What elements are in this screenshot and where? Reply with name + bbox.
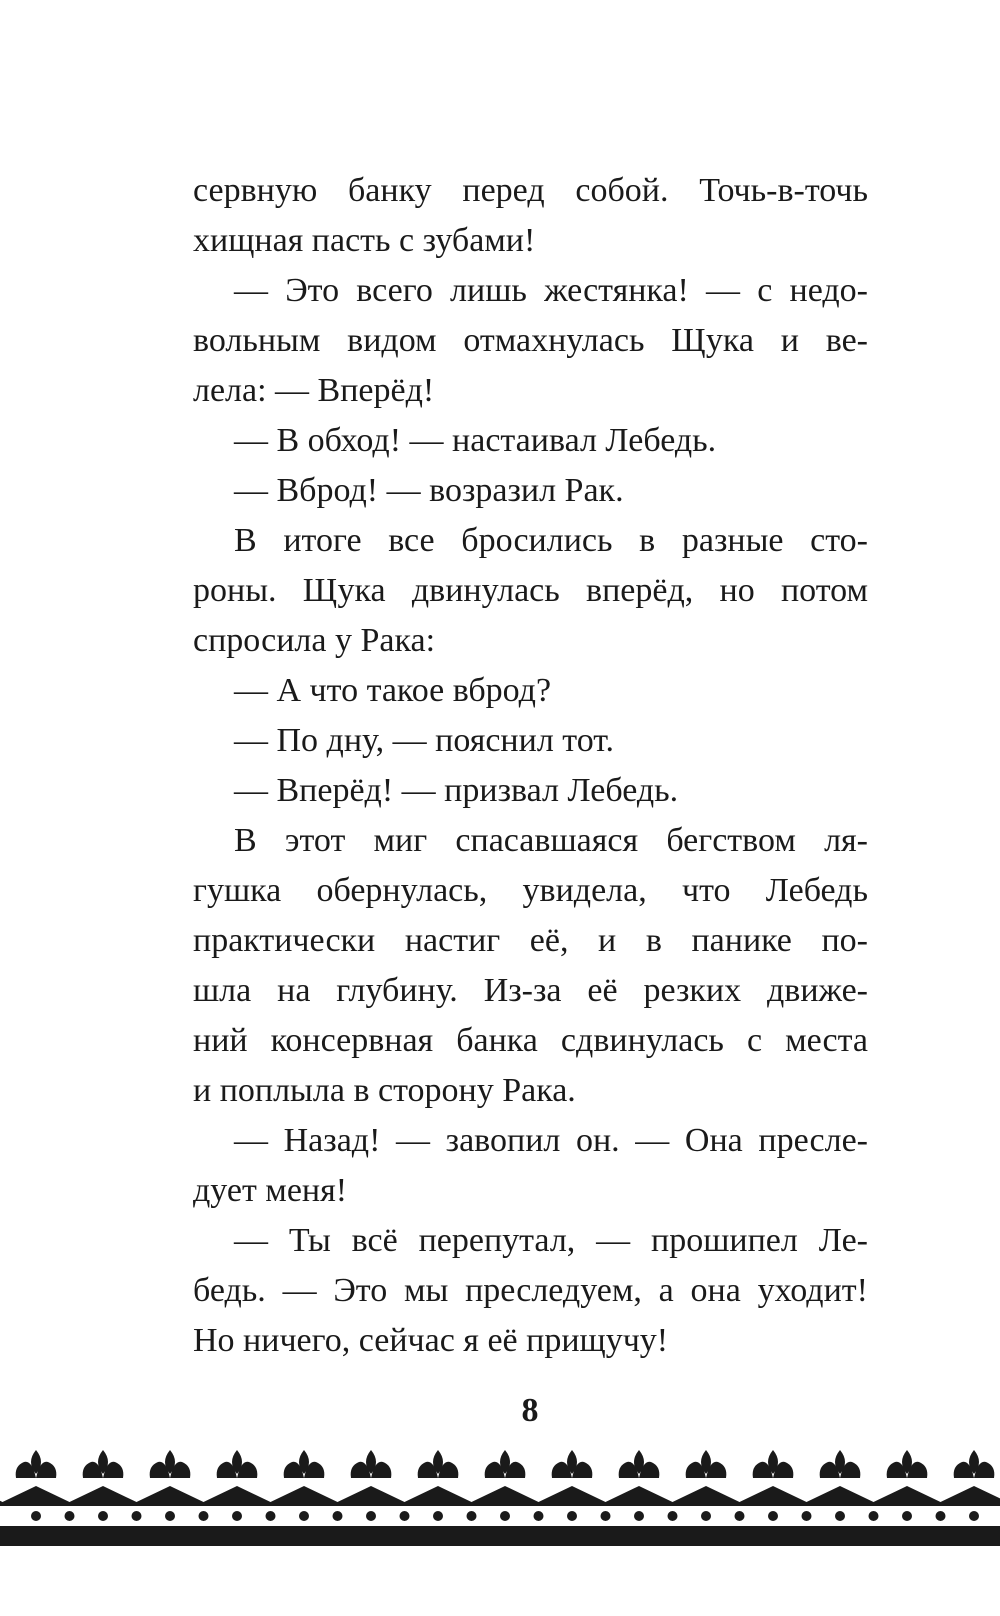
decorative-dot <box>902 1511 912 1521</box>
decorative-dot <box>534 1511 544 1521</box>
text-line: гушка обернулась, увидела, что Лебедь <box>193 872 868 909</box>
decorative-dot <box>768 1511 778 1521</box>
text-line: дует меня! <box>193 1172 348 1209</box>
leaf-motif <box>552 1450 593 1478</box>
decorative-dot <box>835 1511 845 1521</box>
decorative-dot <box>936 1511 946 1521</box>
leaf-motif <box>418 1450 459 1478</box>
text-line: — Назад! — завопил он. — Она пресле- <box>234 1122 868 1159</box>
text-line: ний консервная банка сдвинулась с места <box>193 1022 868 1059</box>
leaf-motif <box>83 1450 124 1478</box>
decorative-dot <box>969 1511 979 1521</box>
decorative-dot <box>98 1511 108 1521</box>
text-line: спросила у Рака: <box>193 622 436 659</box>
text-line: В итоге все бросились в разные сто- <box>234 522 868 559</box>
decorative-dot <box>567 1511 577 1521</box>
text-line: лела: — Вперёд! <box>193 372 435 409</box>
leaf-motif <box>485 1450 526 1478</box>
text-line: хищная пасть с зубами! <box>193 222 536 259</box>
decorative-dot <box>165 1511 175 1521</box>
page-number: 8 <box>521 1392 539 1429</box>
decorative-dot <box>601 1511 611 1521</box>
decorative-dot <box>333 1511 343 1521</box>
decorative-dot <box>735 1511 745 1521</box>
leaf-motif <box>820 1450 861 1478</box>
zigzag-band <box>0 1486 1000 1506</box>
text-line: — Вброд! — возразил Рак. <box>234 472 624 509</box>
decorative-dot <box>500 1511 510 1521</box>
leaf-motif <box>284 1450 325 1478</box>
text-line: и поплыла в сторону Рака. <box>193 1072 576 1109</box>
leaf-motif <box>351 1450 392 1478</box>
text-line: — Вперёд! — призвал Лебедь. <box>234 772 679 809</box>
text-line: — В обход! — настаивал Лебедь. <box>234 422 717 459</box>
decorative-dot <box>869 1511 879 1521</box>
text-line: бедь. — Это мы преследуем, а она уходит! <box>193 1272 868 1309</box>
leaf-motif <box>619 1450 660 1478</box>
decorative-dot <box>802 1511 812 1521</box>
decorative-dot <box>65 1511 75 1521</box>
leaf-motif <box>887 1450 928 1478</box>
decorative-dot <box>31 1511 41 1521</box>
decorative-dot <box>132 1511 142 1521</box>
text-line: Но ничего, сейчас я её прищучу! <box>193 1322 669 1359</box>
decorative-dot <box>467 1511 477 1521</box>
leaf-motif <box>954 1450 995 1478</box>
text-line: — Ты всё перепутал, — прошипел Ле- <box>234 1222 868 1259</box>
decorative-dot <box>634 1511 644 1521</box>
body-text <box>193 166 868 1366</box>
text-line: сервную банку перед собой. Точь-в-точь <box>193 172 868 209</box>
text-line: роны. Щука двинулась вперёд, но потом <box>193 572 868 609</box>
text-line: В этот миг спасавшаяся бегством ля- <box>234 822 868 859</box>
text-line: — По дну, — пояснил тот. <box>234 722 615 759</box>
text-line: практически настиг её, и в панике по- <box>193 922 868 959</box>
text-line: — Это всего лишь жестянка! — с недо- <box>234 272 868 309</box>
leaf-motif-row <box>16 1450 995 1478</box>
dot-row <box>31 1511 979 1521</box>
leaf-motif <box>16 1450 57 1478</box>
decorative-border <box>0 1440 1000 1560</box>
text-line: шла на глубину. Из-за её резких движе- <box>193 972 868 1009</box>
decorative-dot <box>366 1511 376 1521</box>
leaf-motif <box>217 1450 258 1478</box>
text-line: вольным видом отмахнулась Щука и ве- <box>193 322 868 359</box>
leaf-motif <box>150 1450 191 1478</box>
decorative-dot <box>232 1511 242 1521</box>
decorative-dot <box>400 1511 410 1521</box>
text-line: — А что такое вброд? <box>234 672 552 709</box>
leaf-motif <box>753 1450 794 1478</box>
leaf-motif <box>686 1450 727 1478</box>
decorative-dot <box>299 1511 309 1521</box>
decorative-dot <box>701 1511 711 1521</box>
decorative-dot <box>433 1511 443 1521</box>
bottom-bar <box>0 1526 1000 1546</box>
decorative-dot <box>668 1511 678 1521</box>
decorative-dot <box>199 1511 209 1521</box>
decorative-dot <box>266 1511 276 1521</box>
